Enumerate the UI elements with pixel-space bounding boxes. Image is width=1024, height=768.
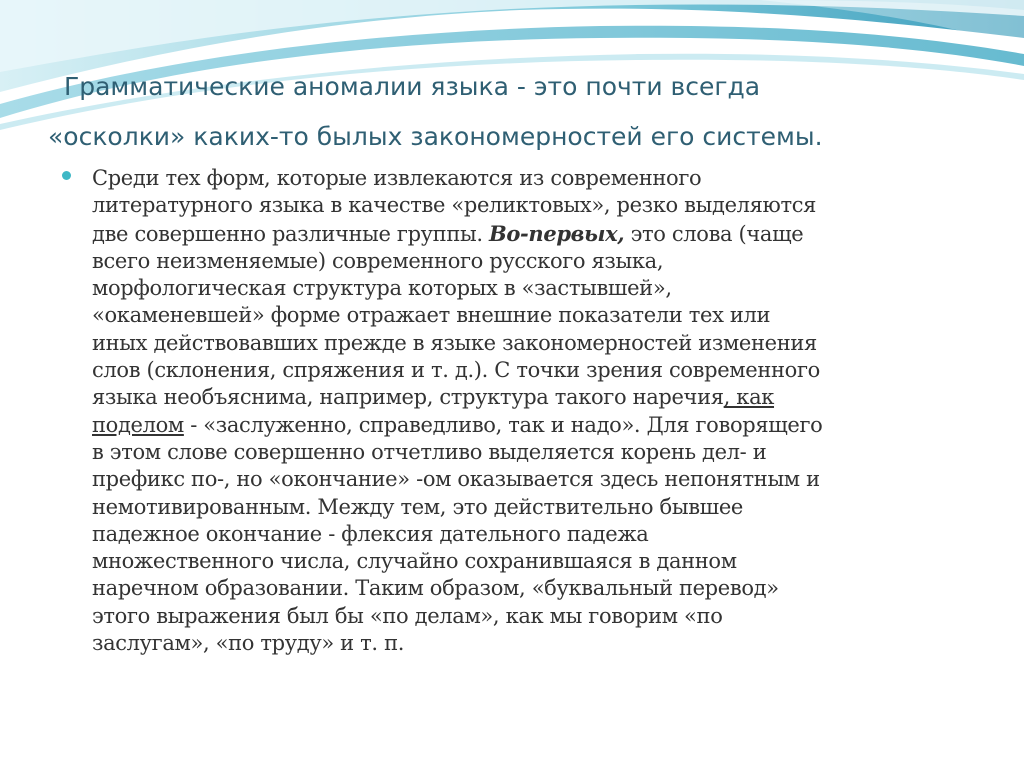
text-line: множественного числа, случайно сохранившаяся в данном — [92, 549, 737, 574]
title-line-2: «осколки» каких-то былых закономерностей его системы. — [48, 122, 823, 151]
text-fragment: это слова (чаще — [624, 221, 804, 246]
text-fragment: две совершенно различные группы. — [92, 221, 489, 246]
text-line: Среди тех форм, которые извлекаются из современного — [92, 166, 702, 190]
title-line-1: Грамматические аномалии языка - это почти всегда — [64, 72, 761, 101]
emphasis-first: Во-первых, — [488, 220, 625, 246]
underlined-term: , как — [723, 385, 775, 410]
text-line: всего неизменяемые) современного русского языка, — [92, 248, 664, 273]
text-line: немотивированным. Между тем, это действительно бывшее — [92, 494, 743, 519]
text-line: падежное окончание - флексия дательного падежа — [92, 521, 649, 546]
slide-title — [48, 62, 968, 162]
text-line — [92, 412, 972, 439]
underlined-term-podelom: поделом — [92, 412, 184, 437]
text-line: «окаменевшей» форме отражает внешние показатели тех или — [92, 303, 771, 328]
text-line: литературного языка в качестве «реликтовых», резко выделяются — [92, 193, 817, 218]
text-fragment: языка необъяснима, например, структура такого наречия — [92, 385, 724, 410]
text-line — [92, 220, 972, 248]
text-line: морфологическая структура которых в «застывшей», — [92, 276, 672, 301]
text-line — [92, 384, 972, 411]
text-line: этого выражения был бы «по делам», как мы говорим «по — [92, 603, 723, 628]
bullet-text — [92, 165, 972, 657]
text-line: в этом слове совершенно отчетливо выделяется корень дел- и — [92, 439, 767, 464]
text-line: заслугам», «по труду» и т. п. — [92, 631, 405, 656]
text-line: префикс по-, но «окончание» -ом оказывается здесь непонятным и — [92, 467, 820, 492]
text-line: иных действовавших прежде в языке закономерностей изменения — [92, 330, 817, 355]
text-fragment: - «заслуженно, справедливо, так и надо». Для говорящего — [183, 412, 823, 437]
text-line: наречном образовании. Таким образом, «буквальный перевод» — [92, 576, 779, 601]
bullet-dot-icon — [62, 171, 71, 180]
text-line: слов (склонения, спряжения и т. д.). С точки зрения современного — [92, 358, 820, 383]
